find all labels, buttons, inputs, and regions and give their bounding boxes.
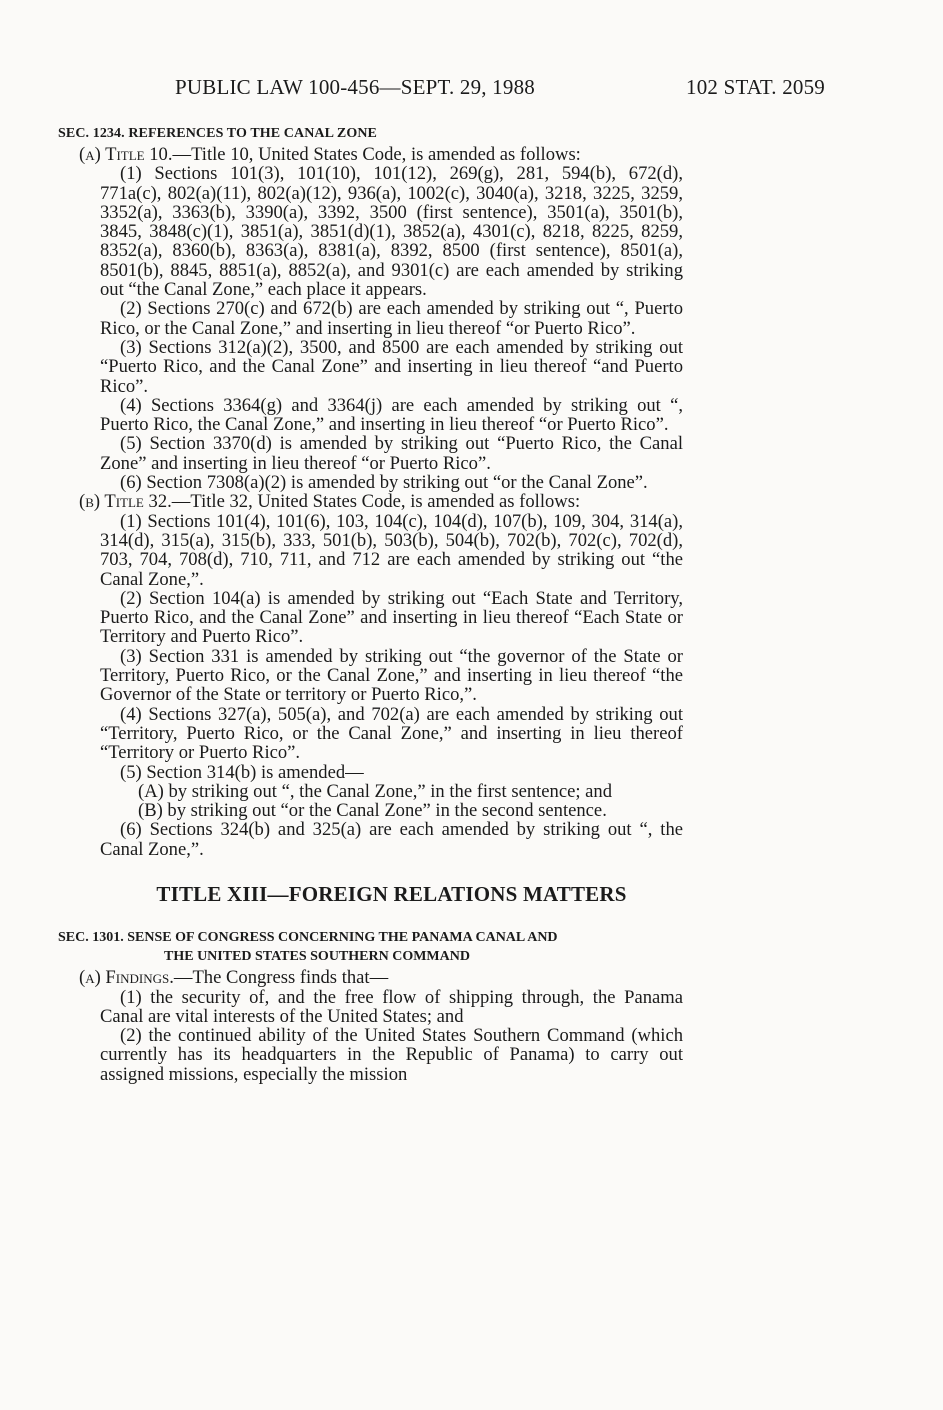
section-heading-1301-line1: SEC. 1301. SENSE OF CONGRESS CONCERNING THE PANAMA CANAL AND [58,930,558,946]
paragraph-b4: (4) Sections 327(a), 505(a), and 702(a) are each amended by striking out “Territory, Puerto Rico, or the Canal Zone,” and inserting in lieu thereof “Territory or Puerto Rico”. [100,703,683,764]
section-heading-1234: SEC. 1234. REFERENCES TO THE CANAL ZONE [58,126,377,141]
document-body [58,120,683,1085]
paragraph-b1: (1) Sections 101(4), 101(6), 103, 104(c), 104(d), 107(b), 109, 304, 314(a), 314(d), 315(a), 315(b), 333, 501(b), 503(b), 504(b), 702(b), 702(c), 702(d), 703, 704, 708(d), 710, 711, and 712 are each amended by striking out “the Canal Zone,”. [100,510,683,590]
subsection-a-text: 10.—Title 10, United States Code, is amended as follows: [144,144,581,165]
header-stat-page: 102 STAT. 2059 [686,75,825,99]
paragraph-b6: (6) Sections 324(b) and 325(a) are each amended by striking out “, the Canal Zone,”. [100,819,683,860]
subparagraph-b5B: (B) by striking out “or the Canal Zone” in the second sentence. [138,800,607,822]
title-heading: TITLE XIII—FOREIGN RELATIONS MATTERS [156,881,627,906]
subsection-b-title32 [79,492,683,511]
subsection-b-label: (b) Title [79,491,144,513]
subparagraph-b5A: (A) by striking out “, the Canal Zone,” in the first sentence; and [138,780,613,802]
paragraph-b3: (3) Section 331 is amended by striking out “the governor of the State or Territory, Puerto Rico, or the Canal Zone,” and inserting in lieu thereof “the Governor of the State or territory or Puerto Rico,”. [100,645,683,706]
header-citation: PUBLIC LAW 100-456—SEPT. 29, 1988 [175,75,535,99]
findings-label: (a) Findings [79,967,170,989]
subsection-b-text: 32.—Title 32, United States Code, is amended as follows: [143,491,581,513]
paragraph-b5: (5) Section 314(b) is amended— [120,761,364,783]
subsection-a-findings [79,968,683,987]
page-header [175,75,825,107]
finding-2: (2) the continued ability of the United States Southern Command (which currently has its headquarters in the Republic of Panama) to carry out assigned missions, especially the mission [100,1025,683,1085]
findings-text: .—The Congress finds that— [169,967,389,989]
subsection-a-title10 [79,145,683,164]
subsection-a-label: (a) Title [79,144,145,165]
paragraph-a2: (2) Sections 270(c) and 672(b) are each amended by striking out “, Puerto Rico, or the Canal Zone,” and inserting in lieu thereof “or Puerto Rico”. [100,298,683,339]
paragraph-a4: (4) Sections 3364(g) and 3364(j) are each amended by striking out “, Puerto Rico, the Canal Zone,” and inserting in lieu thereof “or Puerto Rico”. [100,394,683,436]
section-heading-1301 [58,928,683,966]
finding-1: (1) the security of, and the free flow of shipping through, the Panama Canal are vital interests of the United States; and [100,986,683,1027]
paragraph-a5: (5) Section 3370(d) is amended by striking out “Puerto Rico, the Canal Zone” and inserting in lieu thereof “or Puerto Rico”. [100,433,683,474]
section-heading-1301-line2: THE UNITED STATES SOUTHERN COMMAND [164,949,470,965]
paragraph-a1: (1) Sections 101(3), 101(10), 101(12), 269(g), 281, 594(b), 672(d), 771a(c), 802(a)(11), 802(a)(12), 936(a), 1002(c), 3040(a), 3218, 3225, 3259, 3352(a), 3363(b), 3390(a), 3392, 3500 (first sentence), 3501(a), 3501(b), 3845, 3848(c)(1), 3851(a), 3851(d)(1), 3852(a), 4301(c), 8218, 8225, 8259, 8352(a), 8360(b), 8363(a), 8381(a), 8392, 8500 (first sentence), 8501(a), 8501(b), 8845, 8851(a), 8852(a), and 9301(c) are each amended by striking out “the Canal Zone,” each place it appears. [100,163,683,301]
paragraph-a3: (3) Sections 312(a)(2), 3500, and 8500 are each amended by striking out “Puerto Rico, and the Canal Zone” and inserting in lieu thereof “and Puerto Rico”. [100,336,683,397]
paragraph-b2: (2) Section 104(a) is amended by striking out “Each State and Territory, Puerto Rico, and the Canal Zone” and inserting in lieu thereof “Each State or Territory and Puerto Rico”. [100,587,683,648]
paragraph-a6: (6) Section 7308(a)(2) is amended by striking out “or the Canal Zone”. [120,472,648,494]
